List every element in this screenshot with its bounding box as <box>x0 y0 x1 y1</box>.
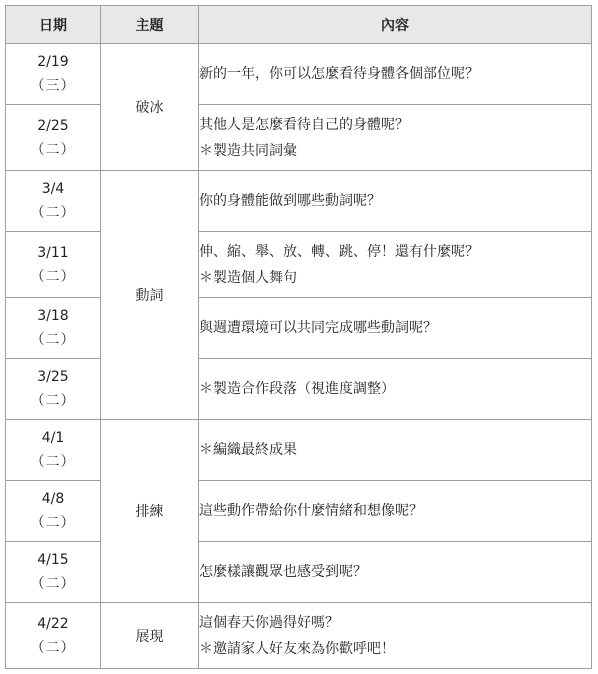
table-row <box>6 298 592 359</box>
table-row <box>6 105 592 171</box>
content-cell <box>199 105 592 171</box>
content-line: ＊製造共同詞彙 <box>199 142 297 159</box>
weekday-text: （二） <box>30 141 76 158</box>
content-line: ＊製造個人舞句 <box>199 269 297 286</box>
table-row <box>6 420 592 481</box>
date-cell <box>6 105 101 171</box>
date-cell <box>6 481 101 542</box>
date-cell <box>6 232 101 298</box>
theme-cell: 破冰 <box>101 44 199 171</box>
header-theme: 主題 <box>101 6 199 44</box>
content-line: 怎麼樣讓觀眾也感受到呢？ <box>199 564 367 580</box>
weekday-text: （二） <box>30 268 76 285</box>
date-cell <box>6 44 101 105</box>
weekday-text: （二） <box>30 205 76 221</box>
content-cell <box>199 420 592 481</box>
content-line: ＊邀請家人好友來為你歡呼吧！ <box>199 640 395 657</box>
theme-cell: 動詞 <box>101 171 199 420</box>
table-row <box>6 542 592 603</box>
date-text: 4/1 <box>41 430 65 446</box>
theme-cell: 展現 <box>101 603 199 669</box>
date-text: 4/15 <box>37 552 69 568</box>
content-cell <box>199 481 592 542</box>
weekday-text: （二） <box>30 393 76 409</box>
weekday-text: （三） <box>30 78 76 94</box>
content-cell <box>199 232 592 298</box>
date-text: 4/8 <box>41 491 65 507</box>
header-row <box>6 6 592 44</box>
content-line: 其他人是怎麼看待自己的身體呢？ <box>199 116 409 133</box>
table-row <box>6 232 592 298</box>
schedule-table <box>5 5 592 669</box>
table-row <box>6 603 592 669</box>
weekday-text: （二） <box>30 639 76 656</box>
content-cell <box>199 603 592 669</box>
date-cell <box>6 359 101 420</box>
content-line: 這個春天你過得好嗎？ <box>199 614 339 631</box>
content-cell <box>199 171 592 232</box>
content-line: 新的一年，你可以怎麼看待身體各個部位呢？ <box>199 66 479 82</box>
date-cell <box>6 420 101 481</box>
date-cell <box>6 298 101 359</box>
content-cell <box>199 298 592 359</box>
weekday-text: （二） <box>30 454 76 470</box>
content-cell <box>199 44 592 105</box>
date-text: 3/4 <box>41 181 65 197</box>
header-date: 日期 <box>6 6 101 44</box>
table-row <box>6 44 592 105</box>
date-text: 2/25 <box>37 117 69 134</box>
content-line: 與週遭環境可以共同完成哪些動詞呢？ <box>199 320 437 336</box>
date-text: 3/18 <box>37 308 69 324</box>
content-line: 伸、縮、舉、放、轉、跳、停！還有什麼呢？ <box>199 243 479 260</box>
theme-cell: 排練 <box>101 420 199 603</box>
content-cell <box>199 542 592 603</box>
date-text: 3/11 <box>37 244 69 261</box>
table-row <box>6 171 592 232</box>
date-text: 3/25 <box>37 369 69 385</box>
date-text: 4/22 <box>37 615 69 632</box>
table-row <box>6 481 592 542</box>
content-line: ＊製造合作段落（視進度調整） <box>199 381 395 397</box>
content-cell <box>199 359 592 420</box>
header-content: 內容 <box>199 6 592 44</box>
date-cell <box>6 171 101 232</box>
weekday-text: （二） <box>30 515 76 531</box>
table-row <box>6 359 592 420</box>
content-line: ＊編織最終成果 <box>199 442 297 458</box>
date-cell <box>6 542 101 603</box>
weekday-text: （二） <box>30 332 76 348</box>
date-cell <box>6 603 101 669</box>
weekday-text: （二） <box>30 576 76 592</box>
date-text: 2/19 <box>37 54 69 70</box>
content-line: 這些動作帶給你什麼情緒和想像呢？ <box>199 503 423 519</box>
content-line: 你的身體能做到哪些動詞呢？ <box>199 193 381 209</box>
